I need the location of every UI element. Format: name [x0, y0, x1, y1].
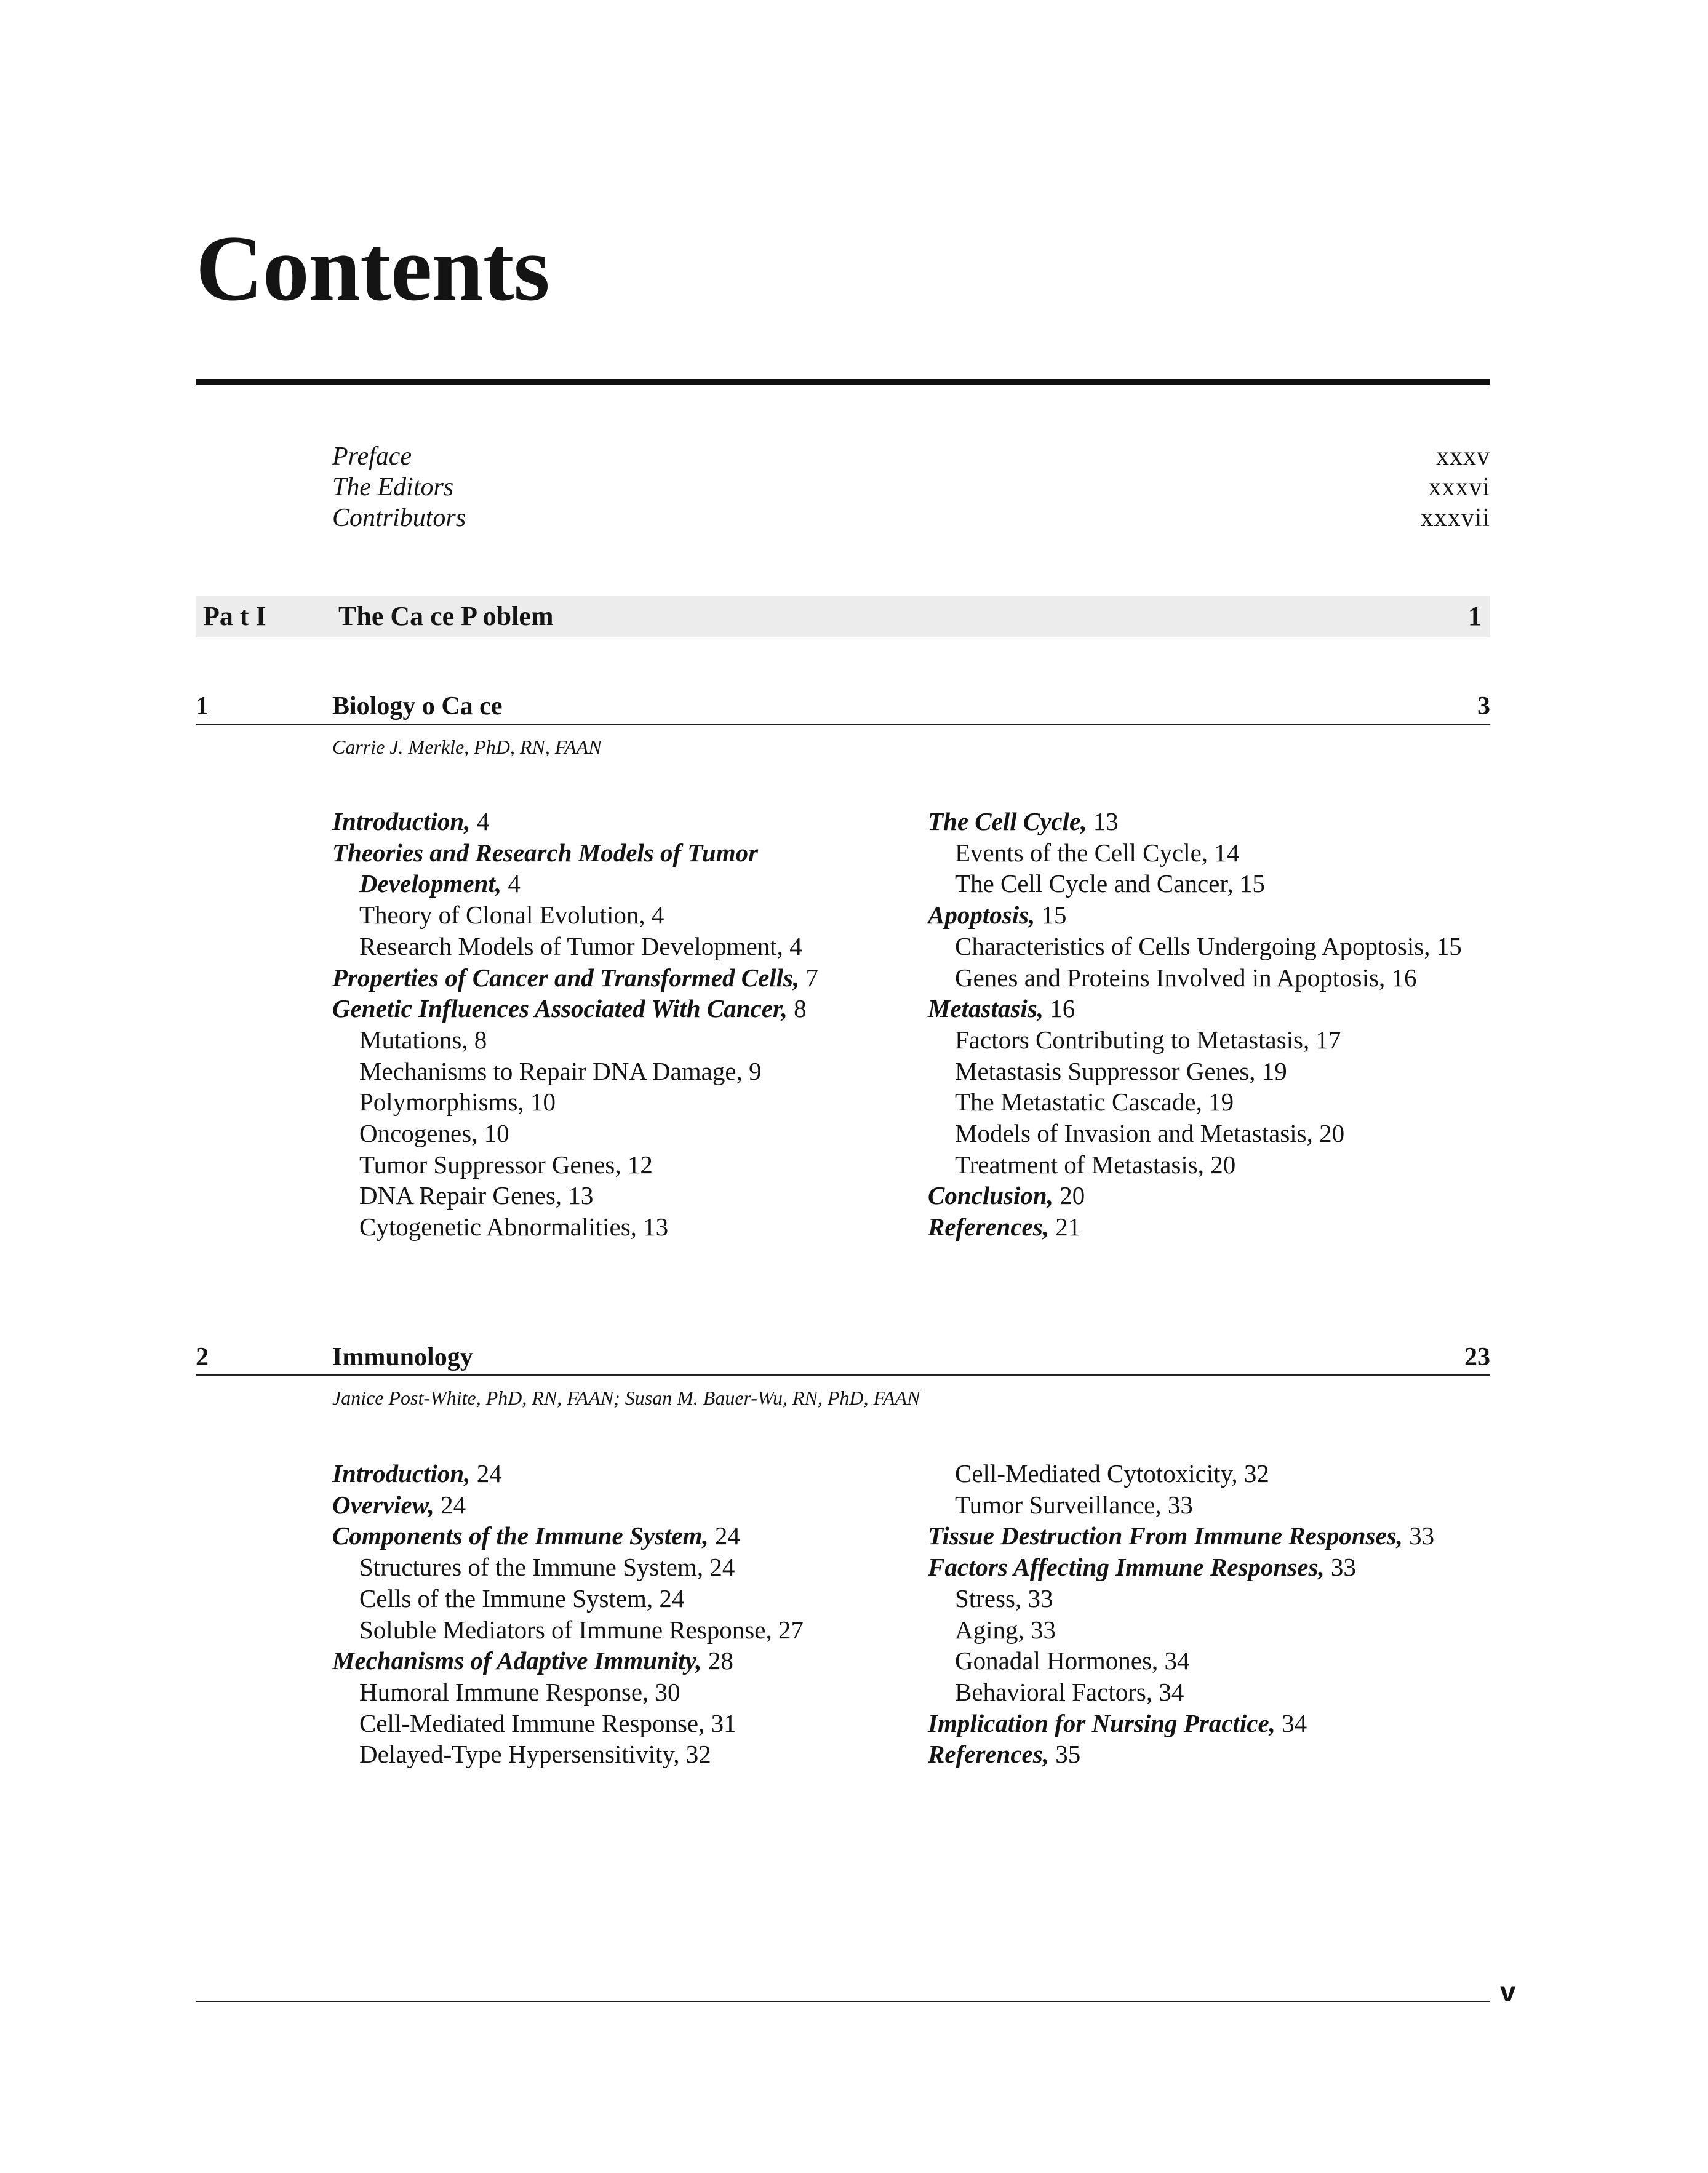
chapter-number: 1 — [196, 692, 209, 720]
toc-entry-page: 20 — [1319, 1119, 1345, 1148]
toc-entry-title: Structures of the Immune System, — [359, 1553, 704, 1582]
toc-entry-title: Development, — [359, 869, 502, 898]
toc-entry[interactable] — [332, 1180, 923, 1211]
toc-entry[interactable] — [928, 1583, 1518, 1614]
toc-entry[interactable] — [332, 1118, 923, 1149]
toc-entry-title: Factors Affecting Immune Responses, — [928, 1553, 1325, 1582]
toc-entry[interactable] — [928, 837, 1518, 869]
toc-entry-title: Characteristics of Cells Undergoing Apoptosis, — [955, 931, 1431, 960]
front-matter-label: Preface — [332, 442, 412, 471]
toc-entry-title: The Cell Cycle and Cancer, — [955, 869, 1234, 898]
toc-entry[interactable] — [928, 1118, 1518, 1149]
toc-entry-title: Genetic Influences Associated With Cancer, — [332, 994, 788, 1023]
toc-entry[interactable] — [928, 1708, 1518, 1739]
toc-entry-title: Soluble Mediators of Immune Response, — [359, 1615, 772, 1644]
toc-entry-page: 13 — [568, 1181, 594, 1210]
toc-entry-title: Mechanisms of Adaptive Immunity, — [332, 1646, 702, 1675]
toc-column-right — [928, 1458, 1518, 1770]
toc-entry-page: 33 — [1028, 1584, 1053, 1613]
toc-entry[interactable] — [332, 868, 923, 899]
toc-entry-title: Tissue Destruction From Immune Responses, — [928, 1521, 1403, 1550]
part-heading[interactable] — [196, 596, 1490, 637]
front-matter-page: xxxv — [1436, 442, 1490, 471]
chapter-page: 23 — [1464, 1343, 1490, 1371]
toc-column-left — [332, 806, 923, 1243]
toc-entry[interactable] — [928, 993, 1518, 1024]
toc-entry[interactable] — [928, 1645, 1518, 1677]
toc-entry-title: Stress, — [955, 1584, 1022, 1613]
toc-entry[interactable] — [332, 1708, 923, 1739]
toc-entry-page: 4 — [651, 901, 664, 930]
toc-entry[interactable] — [332, 1149, 923, 1181]
toc-entry-page: 4 — [508, 869, 521, 898]
toc-entry-title: References, — [928, 1740, 1049, 1769]
toc-entry[interactable] — [928, 1677, 1518, 1708]
toc-entry[interactable] — [928, 899, 1518, 931]
toc-entry-title: Behavioral Factors, — [955, 1677, 1153, 1706]
toc-entry-page: 12 — [627, 1150, 653, 1179]
toc-entry-page: 7 — [805, 963, 819, 992]
toc-entry-page: 14 — [1214, 838, 1240, 867]
toc-entry[interactable] — [332, 806, 923, 837]
front-matter-list — [332, 441, 1490, 533]
toc-entry-page: 34 — [1282, 1708, 1307, 1737]
toc-entry[interactable] — [928, 1180, 1518, 1211]
toc-entry-page: 17 — [1315, 1025, 1341, 1054]
chapter-heading[interactable] — [196, 1344, 1490, 1376]
toc-entry-title: Metastasis, — [928, 994, 1044, 1023]
toc-entry-title: Cytogenetic Abnormalities, — [359, 1213, 637, 1242]
toc-entry-title: Mechanisms to Repair DNA Damage, — [359, 1056, 743, 1085]
chapter-number: 2 — [196, 1343, 209, 1371]
toc-entry-page: 4 — [789, 931, 802, 960]
toc-entry[interactable] — [332, 1520, 923, 1552]
toc-entry-page: 28 — [708, 1646, 733, 1675]
toc-entry-title: The Metastatic Cascade, — [955, 1088, 1202, 1117]
front-matter-page: xxxvii — [1420, 504, 1490, 532]
chapter-heading[interactable] — [196, 693, 1490, 725]
toc-entry[interactable] — [928, 1458, 1518, 1489]
toc-entry[interactable] — [332, 1489, 923, 1521]
toc-entry-title: Treatment of Metastasis, — [955, 1150, 1205, 1179]
toc-entry[interactable] — [332, 993, 923, 1024]
toc-entry-title: References, — [928, 1213, 1049, 1242]
toc-entry-title: Genes and Proteins Involved in Apoptosis, — [955, 963, 1386, 992]
chapter-title: Immunology — [332, 1343, 473, 1371]
part-page: 1 — [1468, 601, 1482, 631]
toc-entry-title: Apoptosis, — [928, 901, 1036, 930]
toc-entry[interactable] — [928, 806, 1518, 837]
toc-entry-title: Humoral Immune Response, — [359, 1677, 649, 1706]
toc-entry[interactable] — [332, 1056, 923, 1087]
toc-entry-page: 19 — [1208, 1088, 1234, 1117]
toc-entry-page: 31 — [711, 1708, 736, 1737]
toc-entry[interactable] — [928, 1211, 1518, 1243]
toc-entry[interactable] — [928, 1552, 1518, 1583]
toc-entry-title: Introduction, — [332, 1459, 471, 1488]
toc-entry[interactable] — [332, 931, 923, 962]
toc-entry[interactable] — [332, 1086, 923, 1118]
toc-entry[interactable] — [332, 1458, 923, 1489]
toc-entry[interactable] — [332, 1739, 923, 1770]
toc-entry[interactable] — [928, 1614, 1518, 1646]
toc-entry-title: Polymorphisms, — [359, 1088, 524, 1117]
toc-entry-title: Cells of the Immune System, — [359, 1584, 653, 1613]
toc-entry-title: Introduction, — [332, 807, 471, 835]
page-folio: v — [1500, 1976, 1516, 2008]
toc-entry-page: 24 — [709, 1553, 735, 1582]
toc-entry-page: 32 — [1243, 1459, 1269, 1488]
toc-entry-title: Tumor Surveillance, — [955, 1490, 1162, 1519]
toc-entry[interactable] — [332, 1211, 923, 1243]
toc-entry-title: Tumor Suppressor Genes, — [359, 1150, 621, 1179]
toc-entry-page: 34 — [1164, 1646, 1190, 1675]
toc-entry-page: 24 — [714, 1521, 740, 1550]
toc-entry-page: 16 — [1391, 963, 1417, 992]
toc-entry-title: Theories and Research Models of Tumor — [332, 838, 759, 867]
toc-entry-title: Events of the Cell Cycle, — [955, 838, 1208, 867]
toc-entry-title: Mutations, — [359, 1025, 468, 1054]
toc-entry[interactable] — [928, 931, 1518, 962]
toc-entry-title: Factors Contributing to Metastasis, — [955, 1025, 1310, 1054]
chapter-authors: Janice Post-White, PhD, RN, FAAN; Susan M. Bauer-Wu, RN, PhD, FAAN — [332, 1387, 920, 1409]
toc-entry-title: The Cell Cycle, — [928, 807, 1087, 835]
toc-column-right — [928, 806, 1518, 1243]
footer-rule — [196, 2001, 1490, 2002]
toc-entry[interactable] — [928, 1056, 1518, 1087]
front-matter-page: xxxvi — [1428, 473, 1490, 501]
toc-column-left — [332, 1458, 923, 1770]
toc-entry-page: 13 — [643, 1213, 669, 1242]
toc-entry-page: 20 — [1060, 1181, 1085, 1210]
toc-entry-page: 27 — [778, 1615, 804, 1644]
toc-entry[interactable] — [928, 1489, 1518, 1521]
toc-entry-title: Oncogenes, — [359, 1119, 478, 1148]
toc-entry[interactable] — [928, 1086, 1518, 1118]
toc-entry-page: 4 — [476, 807, 490, 835]
front-matter-item[interactable] — [332, 472, 1490, 503]
toc-entry-title: Cell-Mediated Cytotoxicity, — [955, 1459, 1238, 1488]
toc-entry-title: Components of the Immune System, — [332, 1521, 709, 1550]
part-title: The Ca ce P oblem — [338, 601, 554, 631]
toc-entry-title: Overview, — [332, 1490, 434, 1519]
toc-entry[interactable] — [332, 1645, 923, 1677]
toc-entry[interactable] — [928, 1520, 1518, 1552]
toc-entry[interactable] — [332, 962, 923, 994]
toc-entry-page: 10 — [530, 1088, 556, 1117]
toc-entry[interactable] — [332, 1677, 923, 1708]
toc-entry-page: 8 — [474, 1025, 487, 1054]
toc-entry[interactable] — [928, 1024, 1518, 1056]
toc-entry[interactable] — [332, 837, 923, 869]
toc-entry-page: 24 — [476, 1459, 502, 1488]
toc-entry-page: 33 — [1409, 1521, 1435, 1550]
toc-entry-title: DNA Repair Genes, — [359, 1181, 562, 1210]
toc-entry[interactable] — [332, 1024, 923, 1056]
front-matter-label: The Editors — [332, 473, 454, 501]
toc-entry-page: 24 — [659, 1584, 685, 1613]
toc-entry-page: 30 — [655, 1677, 680, 1706]
toc-entry-title: Conclusion, — [928, 1181, 1053, 1210]
toc-entry-page: 15 — [1239, 869, 1265, 898]
page-title: Contents — [196, 217, 549, 320]
toc-entry-page: 13 — [1093, 807, 1119, 835]
toc-entry-page: 34 — [1159, 1677, 1184, 1706]
toc-entry-title: Cell-Mediated Immune Response, — [359, 1708, 705, 1737]
front-matter-label: Contributors — [332, 504, 466, 532]
toc-entry[interactable] — [332, 1614, 923, 1646]
toc-entry-page: 33 — [1330, 1553, 1356, 1582]
toc-entry-page: 8 — [794, 994, 807, 1023]
part-label: Pa t I — [203, 601, 266, 631]
toc-entry-title: Models of Invasion and Metastasis, — [955, 1119, 1313, 1148]
toc-entry-page: 20 — [1210, 1150, 1236, 1179]
front-matter-item[interactable] — [332, 441, 1490, 472]
toc-entry-page: 32 — [685, 1740, 711, 1769]
toc-entry-page: 15 — [1041, 901, 1067, 930]
toc-entry[interactable] — [332, 899, 923, 931]
toc-entry-title: Research Models of Tumor Development, — [359, 931, 783, 960]
chapter-title: Biology o Ca ce — [332, 692, 503, 720]
toc-entry[interactable] — [928, 1739, 1518, 1770]
toc-entry-page: 33 — [1031, 1615, 1056, 1644]
toc-entry[interactable] — [928, 868, 1518, 899]
chapter-authors: Carrie J. Merkle, PhD, RN, FAAN — [332, 736, 602, 758]
toc-entry[interactable] — [928, 1149, 1518, 1181]
toc-entry-title: Properties of Cancer and Transformed Cells, — [332, 963, 800, 992]
toc-entry-page: 19 — [1261, 1056, 1287, 1085]
toc-entry-page: 21 — [1055, 1213, 1081, 1242]
toc-entry-page: 15 — [1436, 931, 1462, 960]
toc-entry-page: 9 — [749, 1056, 762, 1085]
toc-entry-title: Delayed-Type Hypersensitivity, — [359, 1740, 680, 1769]
toc-entry-title: Gonadal Hormones, — [955, 1646, 1159, 1675]
toc-entry-page: 16 — [1050, 994, 1075, 1023]
toc-entry[interactable] — [332, 1583, 923, 1614]
toc-entry-title: Implication for Nursing Practice, — [928, 1708, 1275, 1737]
front-matter-item[interactable] — [332, 503, 1490, 533]
title-rule — [196, 379, 1490, 385]
toc-entry-title: Theory of Clonal Evolution, — [359, 901, 645, 930]
toc-entry[interactable] — [332, 1552, 923, 1583]
toc-entry-title: Aging, — [955, 1615, 1024, 1644]
toc-entry-page: 33 — [1167, 1490, 1193, 1519]
toc-entry-page: 24 — [441, 1490, 466, 1519]
chapter-page: 3 — [1477, 692, 1490, 720]
toc-entry-page: 35 — [1055, 1740, 1081, 1769]
toc-entry-page: 10 — [484, 1119, 509, 1148]
toc-entry[interactable] — [928, 962, 1518, 994]
toc-entry-title: Metastasis Suppressor Genes, — [955, 1056, 1256, 1085]
